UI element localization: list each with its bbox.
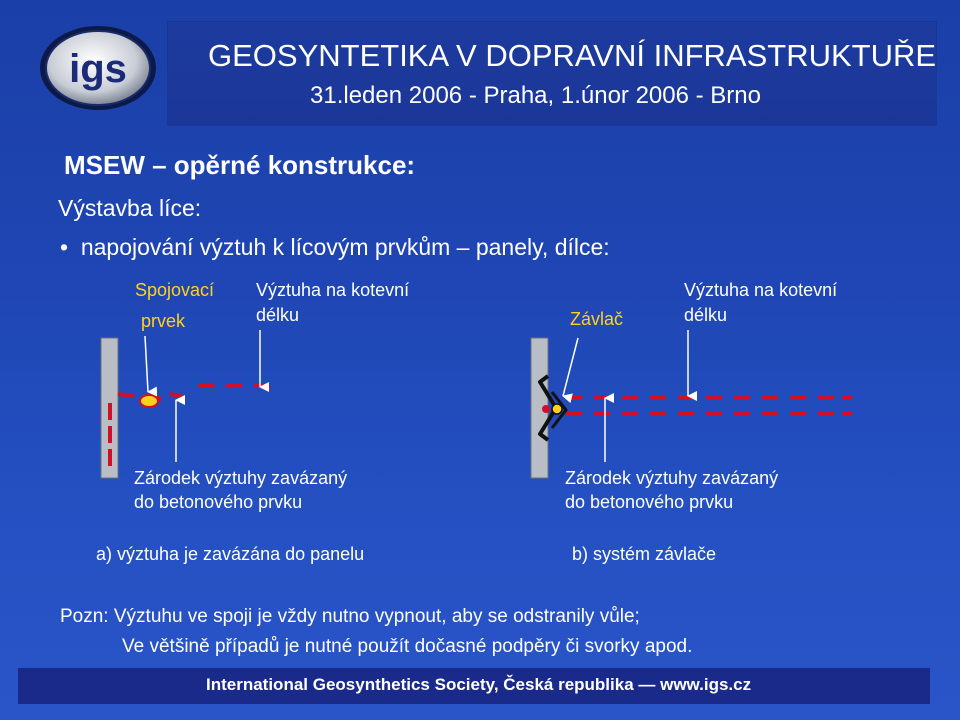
label-stub-a-1: Zárodek výztuhy zavázaný — [134, 468, 348, 488]
label-stub-b-2: do betonového prvku — [565, 492, 734, 512]
label-hook: Závlač — [570, 309, 624, 329]
stub-dot-b — [542, 405, 550, 413]
hook-arm-b — [552, 392, 566, 428]
connector-element-a — [140, 395, 158, 407]
bullet-text: napojování výztuh k lícovým prvkům – panely, dílce: — [80, 234, 610, 260]
reinforcement-line-b — [566, 398, 852, 414]
arrow-hook-b — [563, 338, 578, 396]
label-reinforcement-a-2: délku — [256, 305, 300, 325]
label-reinforcement-a-1: Výztuha na kotevní — [256, 280, 410, 300]
label-reinforcement-b-2: délku — [684, 305, 728, 325]
label-stub-b-1: Zárodek výztuhy zavázaný — [565, 468, 779, 488]
connector-element-b — [552, 404, 562, 414]
reinforcement-line-a — [118, 385, 270, 401]
label-connector-2: prvek — [141, 311, 186, 331]
concrete-panel-b — [531, 338, 548, 478]
logo-text: igs — [69, 47, 127, 91]
label-connector-1: Spojovací — [135, 280, 215, 300]
label-stub-a-2: do betonového prvku — [134, 492, 303, 512]
slide-title: MSEW – opěrné konstrukce: — [64, 150, 416, 180]
label-reinforcement-b-1: Výztuha na kotevní — [684, 280, 838, 300]
caption-a: a) výztuha je zavázána do panelu — [96, 544, 365, 564]
bullet-dot-icon: • — [60, 234, 81, 260]
hook-bracket-b — [540, 376, 556, 440]
section-label: Výstavba líce: — [58, 195, 202, 221]
igs-logo — [36, 22, 160, 114]
bullet-item — [60, 234, 610, 261]
footer-text: International Geosynthetics Society, Česká republika — www.igs.cz — [206, 675, 752, 694]
note-line-2: Ve většině případů je nutné použít dočasné podpěry či svorky apod. — [122, 636, 693, 657]
arrow-connector-a — [145, 336, 148, 392]
header-subtitle: 31.leden 2006 - Praha, 1.únor 2006 - Brno — [310, 82, 761, 109]
note-line-1: Pozn: Výztuhu ve spoji je vždy nutno vypnout, aby se odstranily vůle; — [60, 606, 640, 627]
header-title: GEOSYNTETIKA V DOPRAVNÍ INFRASTRUKTUŘE — [208, 38, 937, 73]
caption-b: b) systém závlače — [572, 544, 717, 564]
concrete-panel-a — [101, 338, 118, 478]
